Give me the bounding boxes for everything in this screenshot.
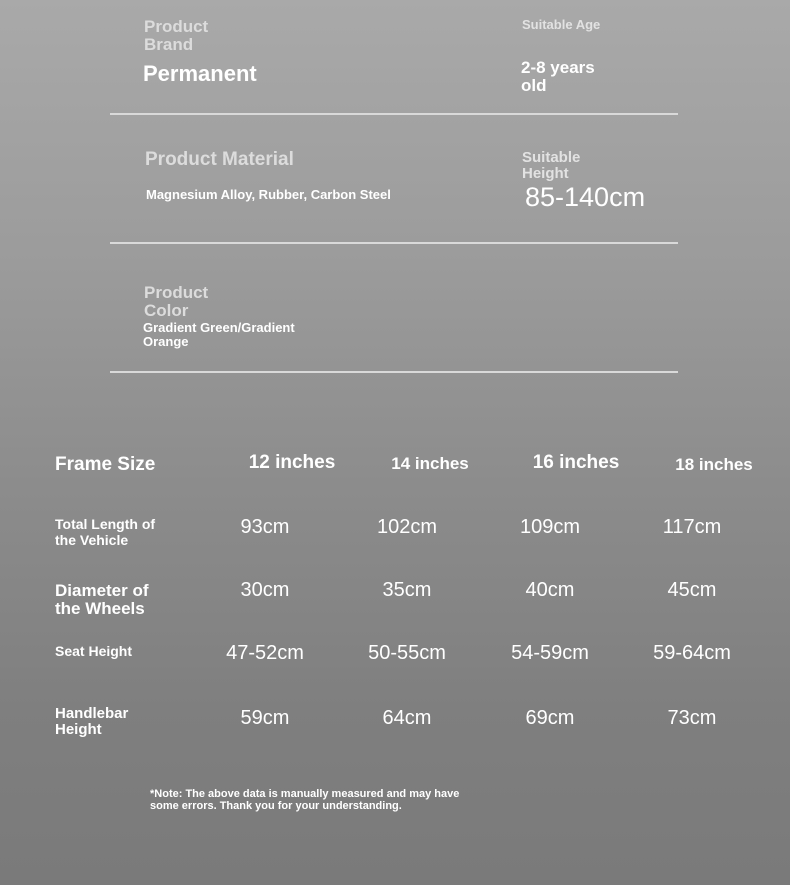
- measurement-note: *Note: The above data is manually measured and may have some errors. Thank you for your understanding.: [150, 788, 460, 812]
- row-label-handlebar-height: Handlebar Height: [55, 705, 129, 738]
- table-cell: 59-64cm: [653, 642, 731, 664]
- table-cell: 109cm: [519, 516, 581, 538]
- table-cell: 59cm: [240, 707, 290, 729]
- divider-1: [110, 113, 678, 115]
- age-value: 2-8 years old: [521, 58, 595, 95]
- divider-3: [110, 371, 678, 373]
- frame-size-label: Frame Size: [55, 454, 156, 475]
- size-header-14: 14 inches: [391, 454, 469, 473]
- table-cell: 54-59cm: [511, 642, 589, 664]
- age-label: Suitable Age: [522, 17, 601, 32]
- size-header-12: 12 inches: [248, 452, 336, 473]
- table-cell: 64cm: [382, 707, 432, 729]
- size-header-16: 16 inches: [532, 452, 620, 473]
- color-label: Product Color: [144, 283, 209, 320]
- table-cell: 69cm: [525, 707, 575, 729]
- row-label-total-length: Total Length of the Vehicle: [55, 516, 156, 548]
- row-label-wheel-diameter: Diameter of the Wheels: [55, 581, 149, 618]
- table-cell: 93cm: [240, 516, 290, 538]
- material-label: Product Material: [145, 149, 294, 170]
- color-value: Gradient Green/Gradient Orange: [143, 320, 295, 349]
- size-header-18: 18 inches: [675, 455, 753, 474]
- height-value: 85-140cm: [525, 182, 646, 212]
- table-cell: 73cm: [667, 707, 717, 729]
- table-cell: 35cm: [382, 579, 432, 601]
- divider-2: [110, 242, 678, 244]
- table-cell: 102cm: [376, 516, 438, 538]
- table-cell: 30cm: [240, 579, 290, 601]
- height-label: Suitable Height: [522, 149, 581, 182]
- table-cell: 50-55cm: [368, 642, 446, 664]
- table-cell: 40cm: [525, 579, 575, 601]
- table-cell: 47-52cm: [226, 642, 304, 664]
- row-label-seat-height: Seat Height: [55, 643, 133, 659]
- material-value: Magnesium Alloy, Rubber, Carbon Steel: [146, 187, 391, 202]
- table-cell: 117cm: [662, 516, 722, 538]
- brand-value: Permanent: [143, 61, 257, 86]
- brand-label: Product Brand: [144, 17, 209, 54]
- table-cell: 45cm: [667, 579, 717, 601]
